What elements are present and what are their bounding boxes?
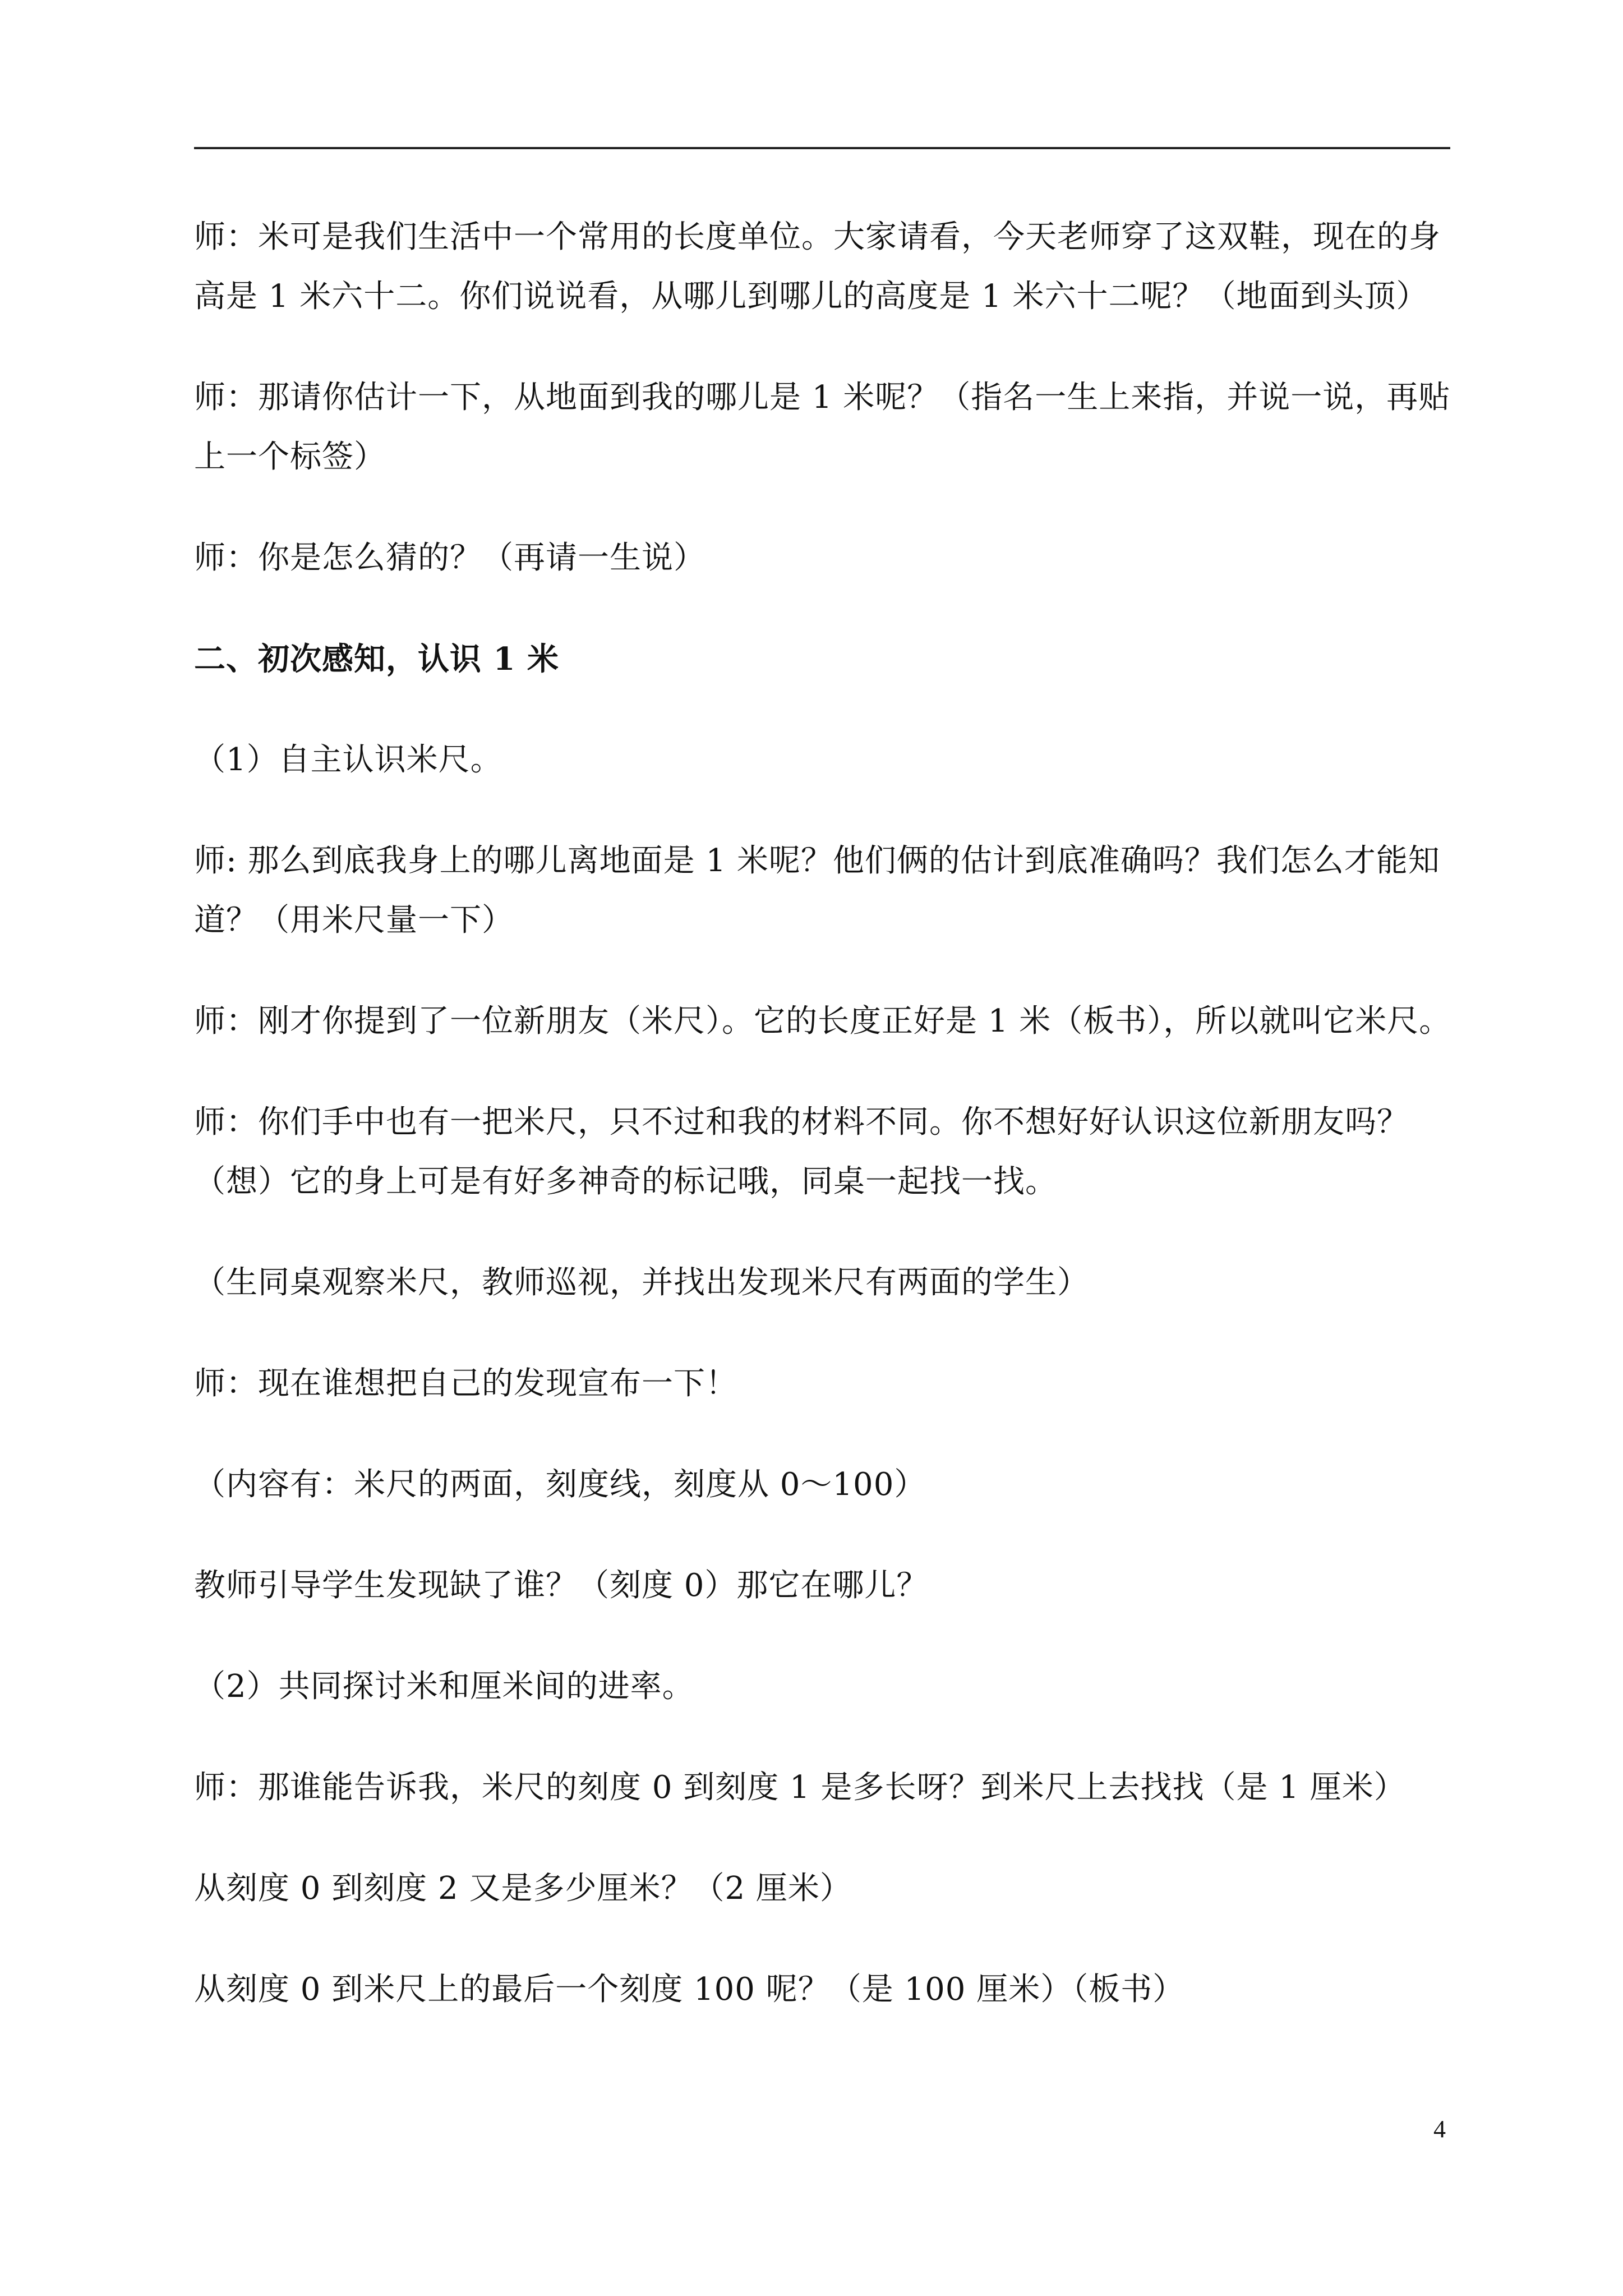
paragraph-14: 师：那谁能告诉我，米尺的刻度 0 到刻度 1 是多长呀？到米尺上去找找（是 1 厘米） (194, 1769, 1406, 1806)
section-heading: 二、初次感知，认识 1 米 (194, 641, 559, 678)
paragraph-6: 师: 那么到底我身上的哪儿离地面是 1 米呢？他们俩的估计到底准确吗？我们怎么才能知道？（用米尺量一下） (194, 843, 1440, 938)
paragraph-3: 师：你是怎么猜的？（再请一生说） (194, 540, 706, 576)
paragraph-2: 师：那请你估计一下，从地面到我的哪儿是 1 米呢？（指名一生上来指，并说一说，再贴上一个标签） (194, 379, 1451, 475)
paragraph-10: 师：现在谁想把自己的发现宣布一下！ (194, 1365, 737, 1402)
page-number: 4 (1433, 2115, 1446, 2143)
document-body (194, 208, 1456, 2061)
paragraph-1: 师：米可是我们生活中一个常用的长度单位。大家请看，今天老师穿了这双鞋，现在的身高是 1 米六十二。你们说说看，从哪儿到哪儿的高度是 1 米六十二呢？（地面到头顶） (194, 219, 1441, 315)
paragraph-11: （内容有：米尺的两面，刻度线，刻度从 0～100） (194, 1466, 926, 1503)
paragraph-15: 从刻度 0 到刻度 2 又是多少厘米？（2 厘米） (194, 1870, 852, 1907)
paragraph-9: （生同桌观察米尺，教师巡视，并找出发现米尺有两面的学生） (194, 1264, 1089, 1301)
paragraph-12: 教师引导学生发现缺了谁？（刻度 0）那它在哪儿？ (194, 1567, 929, 1604)
paragraph-8: 师：你们手中也有一把米尺，只不过和我的材料不同。你不想好好认识这位新朋友吗？（想）它的身上可是有好多神奇的标记哦，同桌一起找一找。 (194, 1104, 1409, 1200)
paragraph-7: 师：刚才你提到了一位新朋友（米尺）。它的长度正好是 1 米（板书），所以就叫它米尺。 (194, 1003, 1451, 1039)
subsection-1: （1）自主认识米尺。 (194, 742, 502, 778)
subsection-2: （2）共同探讨米和厘米间的进率。 (194, 1668, 694, 1705)
header-rule (194, 147, 1450, 149)
paragraph-16: 从刻度 0 到米尺上的最后一个刻度 100 呢？（是 100 厘米）（板书） (194, 1971, 1185, 2008)
